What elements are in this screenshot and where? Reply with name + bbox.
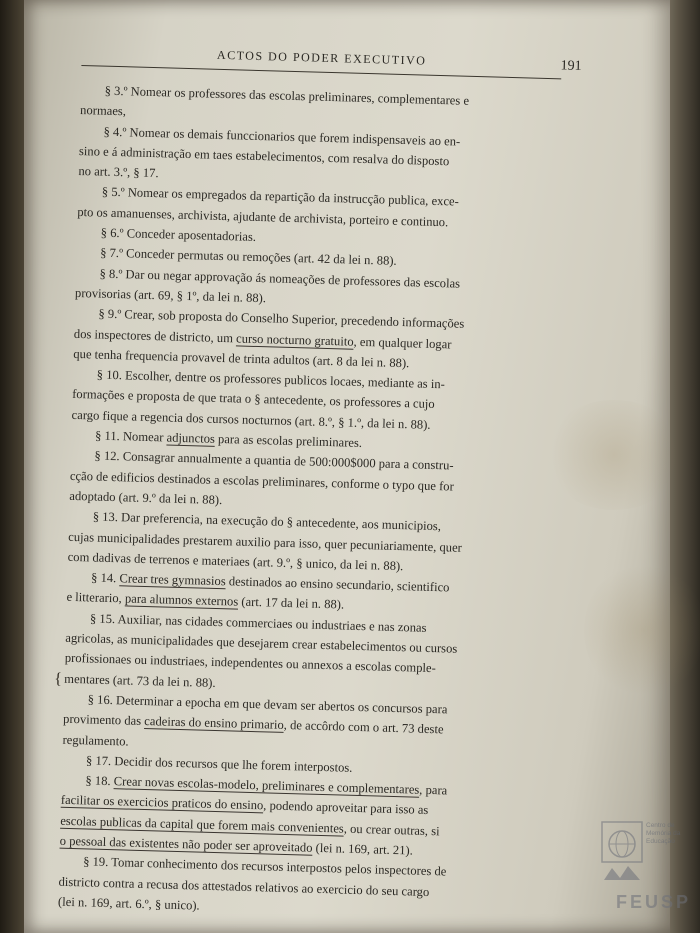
line-text: § 4.º Nomear os demais funccionarios que forem indispensaveis ao en- — [103, 124, 461, 149]
line-text: § 15. Auxiliar, nas cidades commerciaes ou industriaes e nas zonas — [89, 611, 427, 635]
underlined-text: Crear novas escolas-modelo, preliminares e complementares — [113, 774, 420, 797]
stamp-wordmark: FEUSP — [616, 892, 692, 912]
line-text: destinados ao ensino secundario, scientifico — [225, 574, 450, 595]
line-text: § 13. Dar preferencia, na execução do § antecedente, aos municipios, — [92, 509, 442, 534]
running-title: ACTOS DO PODER EXECUTIVO — [216, 47, 427, 68]
line-text: § 7.º Conceder permutas ou remoções (art. 42 da lei n. 88). — [99, 245, 397, 269]
line-text: § 9.º Crear, sob proposta do Conselho Superior, precedendo informações — [98, 306, 465, 332]
underlined-text: Crear tres gymnasios — [119, 571, 226, 589]
stamp-line: Memória da — [646, 830, 681, 837]
line-text: § 3.º Nomear os professores das escolas preliminares, complementares e — [104, 83, 470, 108]
line-text: adoptado (art. 9.º da lei n. 88). — [69, 488, 223, 508]
line-text: , de accôrdo com o art. 73 deste — [283, 718, 444, 737]
underlined-text: facilitar os exercicios praticos do ensino — [60, 793, 264, 813]
line-text: com dadivas de terrenos e materiaes (art. 9.º, § unico, da lei n. 88). — [67, 549, 404, 574]
library-stamp — [596, 812, 700, 922]
body-text — [58, 80, 561, 925]
line-text: cção de edificios destinados a escolas preliminares, conforme o typo que for — [69, 468, 454, 494]
margin-bracket-mark: { — [54, 670, 63, 688]
line-text: para as escolas preliminares. — [214, 431, 363, 451]
line-text: , para — [419, 782, 448, 798]
line-text: , em qualquer logar — [353, 334, 452, 351]
line-text: pto os amanuenses, archivista, ajudante de archivista, porteiro e continuo. — [77, 204, 449, 230]
underlined-text: adjunctos — [166, 430, 216, 446]
line-text: § 8.º Dar ou negar approvação ás nomeações de professores das escolas — [99, 266, 461, 291]
line-text: (lei n. 169, art. 6.º, § unico). — [57, 894, 200, 913]
paper-stain — [544, 400, 684, 510]
stamp-line: Educação — [646, 838, 675, 845]
line-text: provimento das — [62, 711, 145, 729]
underlined-text: curso nocturno gratuito — [235, 330, 354, 349]
line-text: § 17. Decidir dos recursos que lhe forem interpostos. — [85, 753, 353, 775]
globe-logo-icon — [600, 820, 644, 892]
line-text: sino e á administração em taes estabelecimentos, com resalva do disposto — [78, 143, 450, 169]
page-number: 191 — [560, 58, 582, 74]
line-text: formações e proposta de que trata o § antecedente, os professores a cujo — [72, 387, 435, 412]
line-text: (lei n. 169, art. 21). — [312, 840, 414, 858]
book-page — [24, 0, 692, 933]
line-text: normaes, — [79, 103, 127, 119]
line-text: § 14. — [90, 570, 120, 586]
underlined-text: o pessoal das existentes não poder ser aproveitado — [59, 833, 313, 855]
paper-stain — [584, 560, 700, 700]
line-text: mentares (art. 73 da lei n. 88). — [64, 671, 216, 690]
line-text: § 10. Escolher, dentre os professores publicos locaes, mediante as in- — [96, 367, 446, 392]
stamp-line: Centro de — [646, 822, 675, 829]
line-text: § 18. — [85, 773, 114, 789]
line-text: agricolas, as municipalidades que desejarem crear estabelecimentos ou cursos — [65, 630, 458, 656]
line-text: , podendo aproveitar para isso as — [263, 798, 429, 818]
line-text: dos inspectores de districto, um — [73, 326, 237, 345]
line-text: § 6.º Conceder aposentadorias. — [100, 225, 257, 245]
underlined-text: escolas publicas da capital que forem mais convenientes — [60, 813, 345, 836]
underlined-text: para alumnos externos — [124, 591, 239, 609]
line-text: e litterario, — [66, 590, 126, 606]
line-text: profissionaes ou industriaes, independentes ou annexos a escolas comple- — [64, 651, 436, 676]
line-text: § 5.º Nomear os empregados da repartição da instrucção publica, exce- — [101, 185, 460, 210]
line-text: , ou crear outras, si — [343, 821, 440, 838]
stamp-text — [646, 822, 680, 846]
underlined-text: cadeiras do ensino primario — [144, 714, 284, 733]
line-text: no art. 3.º, § 17. — [78, 164, 159, 181]
line-text: § 19. Tomar conhecimento dos recursos interpostos pelos inspectores de — [82, 854, 447, 879]
line-text: cujas municipalidades prestarem auxilio para isso, quer pecuniariamente, quer — [68, 529, 463, 555]
running-head — [81, 44, 582, 79]
line-text: § 16. Determinar a epocha em que devam ser abertos os concursos para — [87, 692, 448, 717]
line-text: § 12. Consagrar annualmente a quantia de 500:000$000 para a constru- — [94, 448, 454, 473]
line-text: districto contra a recusa dos attestados relativos ao exercicio do seu cargo — [58, 874, 430, 899]
line-text: provisorias (art. 69, § 1º, da lei n. 88). — [74, 285, 267, 306]
line-text: § 11. Nomear — [94, 428, 167, 445]
line-text: cargo fique a regencia dos cursos nocturnos (art. 8.º, § 1.º, da lei n. 88). — [71, 407, 431, 432]
page-content — [54, 44, 582, 925]
line-text: que tenha frequencia provavel de trinta adultos (art. 8 da lei n. 88). — [73, 346, 410, 371]
line-text: (art. 17 da lei n. 88). — [238, 595, 345, 612]
line-text: regulamento. — [62, 732, 129, 749]
